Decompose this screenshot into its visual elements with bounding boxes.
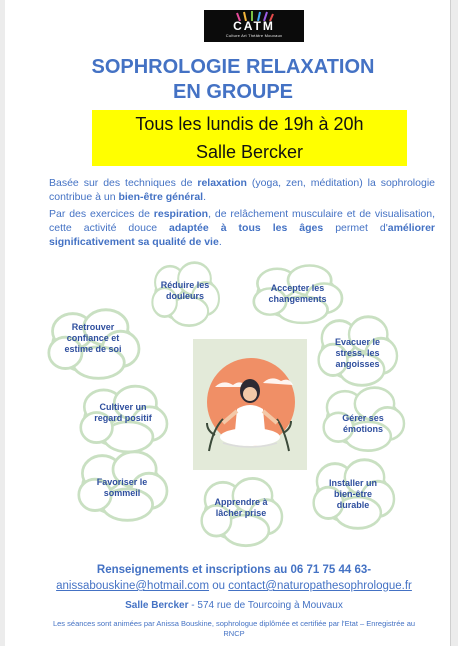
contact-emails: anissabouskine@hotmail.com ou contact@naturopathesophrologue.fr [56,580,412,592]
meditation-illustration [193,339,307,470]
cloud-let-go: Apprendre à lâcher prise [214,497,268,518]
contact-heading: Renseignements et inscriptions au 06 71 75 44 63- [96,564,372,576]
venue-address: Salle Bercker - 574 rue de Tourcoing à Mouvaux [125,600,343,611]
cloud-wellbeing: Installer un bien-être durable [328,478,377,510]
title-line-1: SOPHROLOGIE RELAXATION [91,56,375,78]
cloud-reduce-pain: Réduire les douleurs [160,280,210,301]
intro-paragraph-2: Par des exercices de respiration, de relâchement musculaire et de visualisation, cette activité douce adaptée à tous les âges permet d'améliorer significativement sa qualité de vie. [49,208,436,248]
cloud-positive-outlook: Cultiver un regard positif [94,402,152,423]
cloud-confidence: Retrouver confiance et estime de soi [64,322,122,354]
intro-paragraph-1: Basée sur des techniques de relaxation (yoga, zen, méditation) la sophrologie contribue à un bien-être général. [49,177,435,203]
cloud-stress: Evacuer le stress, les angoisses [334,337,381,369]
meditation-woman-icon [193,339,307,470]
cloud-sleep: Favoriser le sommeil [96,477,148,498]
cloud-emotions: Gérer ses émotions [342,413,384,434]
logo-subtitle: Culture Art Théâtre Mouvaux [225,33,283,38]
email-link-2[interactable]: contact@naturopathesophrologue.fr [228,580,412,592]
email-link-1[interactable]: anissabouskine@hotmail.com [56,580,210,592]
schedule-venue: Salle Bercker [195,142,304,162]
flyer-page [5,0,451,646]
session-note: Les séances sont animées par Anissa Bouskine, sophrologue diplômée et certifiée par l'Etat – Enregistrée au RNCP [52,619,416,638]
logo-text: CATM [233,19,275,33]
title-line-2: EN GROUPE [172,81,294,103]
schedule-time: Tous les lundis de 19h à 20h [135,114,364,134]
cloud-accept-changes: Accepter les changements [268,283,327,304]
